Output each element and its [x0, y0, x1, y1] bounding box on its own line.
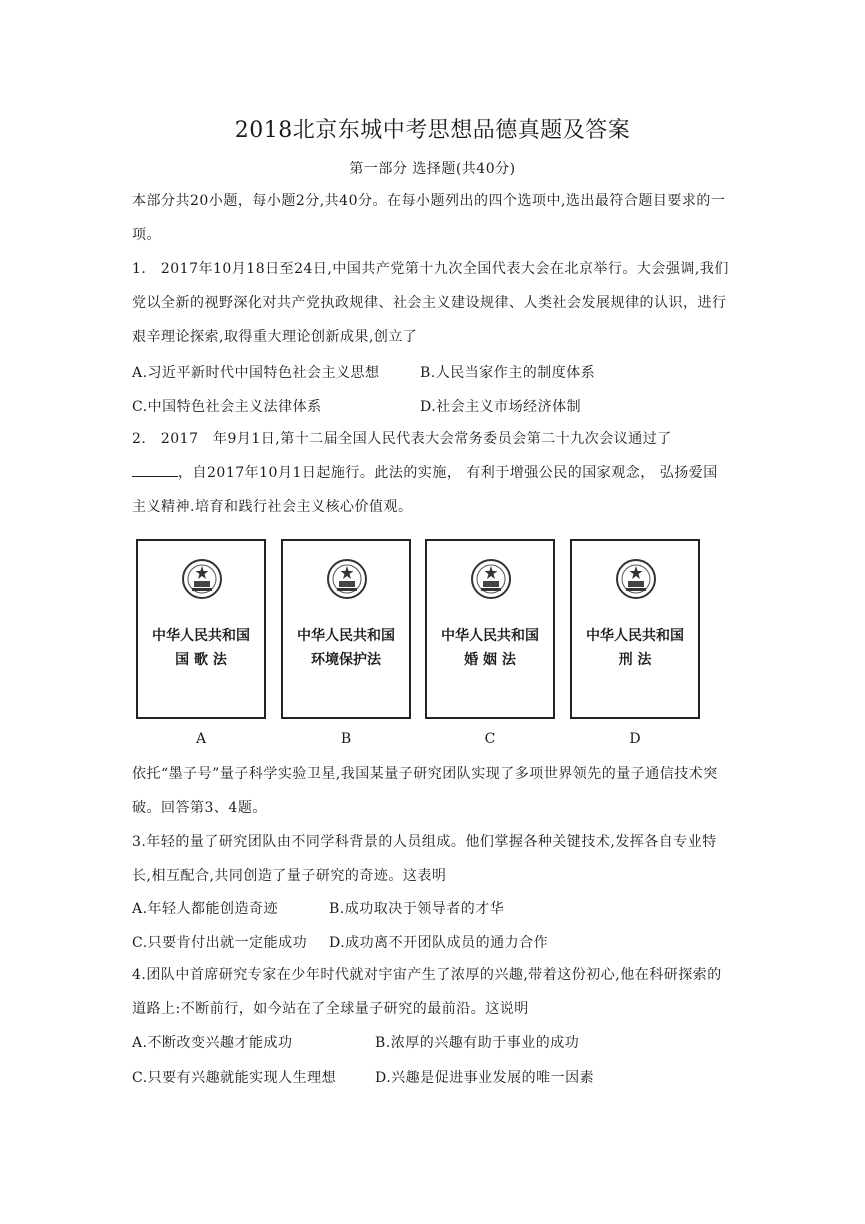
book-b-line2: 环境保护法: [311, 652, 381, 668]
q3-option-b: B.成功取决于领导者的才华: [329, 901, 505, 917]
q1-option-a: A.习近平新时代中国特色社会主义思想: [132, 365, 380, 381]
national-emblem-icon: [469, 557, 513, 601]
book-b: [281, 539, 411, 719]
book-b-line1: 中华人民共和国: [297, 628, 395, 644]
book-a-line1: 中华人民共和国: [152, 628, 250, 644]
book-c-line2: 婚 姻 法: [464, 652, 516, 668]
q3-option-d: D.成功离不开团队成员的通力合作: [329, 935, 549, 951]
instructions: 本部分共20小题，每小题2分,共40分。在每小题列出的四个选项中,选出最符合题目要求的一项。: [132, 193, 726, 243]
q2-stem: [132, 422, 732, 524]
q4-option-c: C.只要有兴趣就能实现人生理想: [132, 1070, 337, 1086]
book-d-letter: D: [629, 731, 641, 747]
q4-option-b: B.浓厚的兴趣有助于事业的成功: [375, 1035, 580, 1051]
book-d-line1: 中华人民共和国: [586, 628, 684, 644]
book-d-line2: 刑 法: [618, 652, 652, 668]
q3-stem: 3.年轻的量了研究团队由不同学科背景的人员组成。他们掌握各种关键技术,发挥各自专业特长,相互配合,共同创造了量子研究的奇迹。这表明: [132, 834, 717, 884]
book-a: [136, 539, 266, 719]
book-b-letter: B: [340, 731, 352, 747]
q2-stem-start: 2. 2017 年9月1日,第十二届全国人民代表大会常务委员会第二十九次会议通过了: [132, 431, 672, 447]
national-emblem-icon: [325, 557, 369, 601]
book-c-line1: 中华人民共和国: [441, 628, 539, 644]
book-c: [425, 539, 555, 719]
book-a-line2: 国 歌 法: [175, 652, 227, 668]
q4-option-a: A.不断改变兴趣才能成功: [132, 1035, 293, 1051]
document-title: 2018北京东城中考思想品德真题及答案: [234, 118, 631, 143]
q1-option-d: D.社会主义市场经济体制: [420, 399, 582, 415]
national-emblem-icon: [614, 557, 658, 601]
law-book-options: [132, 539, 732, 749]
q1-option-b: B.人民当家作主的制度体系: [420, 365, 596, 381]
q1-stem: 1. 2017年10月18日至24日,中国共产党第十九次全国代表大会在北京举行。大会强调,我们党以全新的视野深化对共产党执政规律、社会主义建设规律、人类社会发展规律的认识，进行艰辛理论探索,取得重大理论创新成果,创立了: [132, 261, 729, 345]
q3-option-a: A.年轻人都能创造奇迹: [132, 901, 279, 917]
national-emblem-icon: [180, 557, 224, 601]
q4-stem: 4.团队中首席研究专家在少年时代就对宇宙产生了浓厚的兴趣,带着这份初心,他在科研探索的道路上:不断前行，如今站在了全球量子研究的最前沿。这说明: [132, 967, 722, 1017]
passage: 依托“墨子号”量子科学实验卫星,我国某量子研究团队实现了多项世界领先的量子通信技术突破。回答第3、4题。: [132, 766, 718, 816]
book-a-letter: A: [195, 731, 207, 747]
book-c-letter: C: [484, 731, 496, 747]
q1-option-c: C.中国特色社会主义法律体系: [132, 399, 322, 415]
section-heading: 第一部分 选择题(共40分): [349, 161, 516, 177]
book-d: [570, 539, 700, 719]
q4-option-d: D.兴趣是促进事业发展的唯一因素: [375, 1070, 595, 1086]
answer-blank: [132, 464, 178, 477]
q2-stem-end: ，自2017年10月1日起施行。此法的实施， 有利于增强公民的国家观念， 弘扬爱国主义精神.培育和践行社会主义核心价值观。: [132, 465, 718, 515]
q3-option-c: C.只要肯付出就一定能成功: [132, 935, 308, 951]
